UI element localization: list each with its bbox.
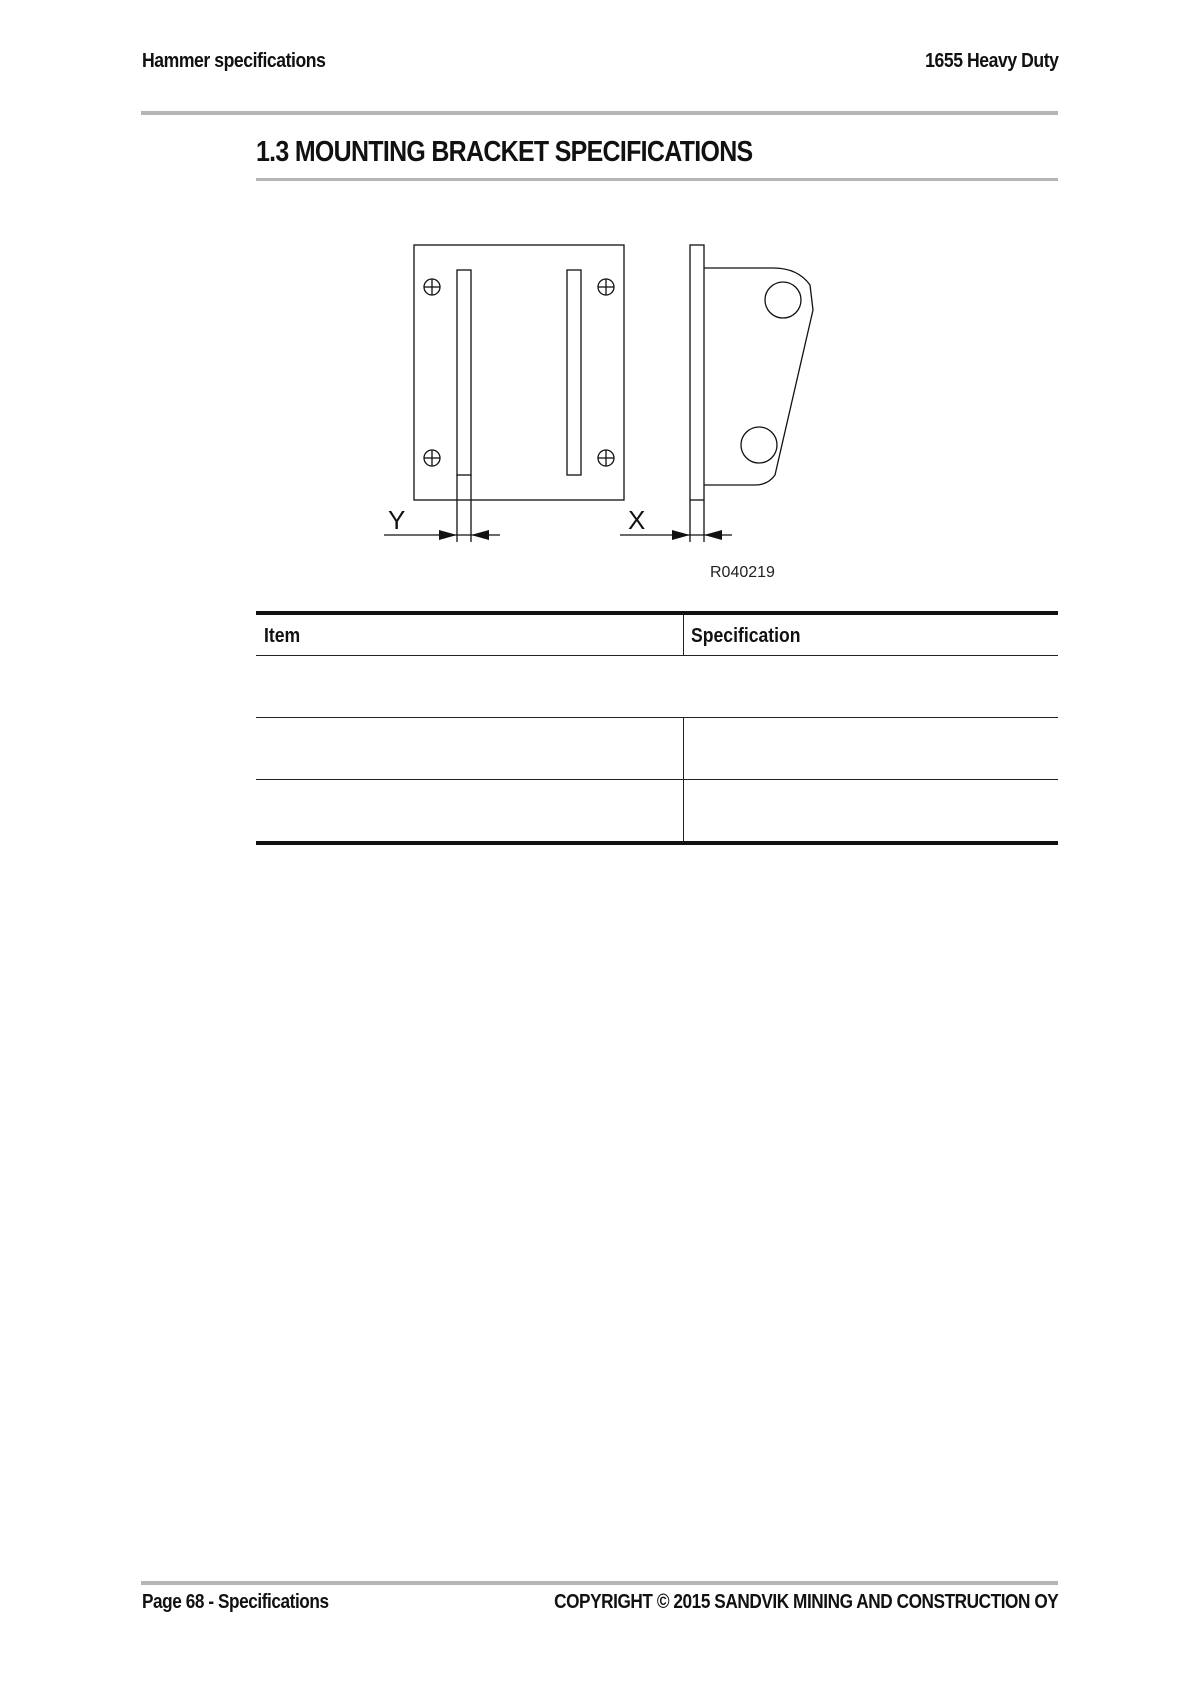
section-title: 1.3 MOUNTING BRACKET SPECIFICATIONS: [256, 136, 753, 168]
footer-rule: [141, 1581, 1058, 1585]
bolt-hole-top-left: [424, 279, 440, 295]
slot-right: [567, 270, 581, 475]
dimension-x: [620, 505, 732, 540]
column-header-specification: Specification: [691, 625, 801, 647]
side-lug-outline: [704, 268, 813, 485]
figure-reference: R040219: [710, 564, 775, 581]
table-row: [256, 718, 1058, 779]
slot-left: [457, 270, 471, 475]
column-divider: [683, 780, 684, 841]
running-header-right: 1655 Heavy Duty: [924, 50, 1058, 72]
table-row: [256, 656, 1058, 717]
running-header-left: Hammer specifications: [142, 50, 326, 72]
header-rule: [141, 111, 1058, 115]
bracket-side-view: [690, 245, 813, 542]
side-plate: [690, 245, 704, 500]
bolt-hole-bottom-right: [598, 450, 614, 466]
bolt-hole-top-right: [598, 279, 614, 295]
pin-hole-lower: [741, 427, 777, 463]
dimension-y: [384, 505, 500, 540]
bracket-front-view: [414, 245, 624, 542]
column-header-item: Item: [264, 625, 301, 647]
bolt-hole-bottom-left: [424, 450, 440, 466]
mounting-bracket-drawing: [370, 230, 850, 590]
bracket-plate-outline: [414, 245, 624, 500]
pin-hole-upper: [765, 282, 801, 318]
dimension-label-x: X: [628, 505, 646, 535]
table-row: [256, 780, 1058, 841]
page-footer-left: Page 68 - Specifications: [142, 1591, 329, 1613]
table-top-rule: [256, 611, 1058, 615]
column-divider: [683, 615, 684, 655]
dimension-label-y: Y: [388, 505, 406, 535]
table-bottom-rule: [256, 841, 1058, 845]
page-footer-right: COPYRIGHT © 2015 SANDVIK MINING AND CONSTRUCTION OY: [553, 1591, 1058, 1613]
column-divider: [683, 718, 684, 779]
section-title-rule: [256, 178, 1058, 181]
